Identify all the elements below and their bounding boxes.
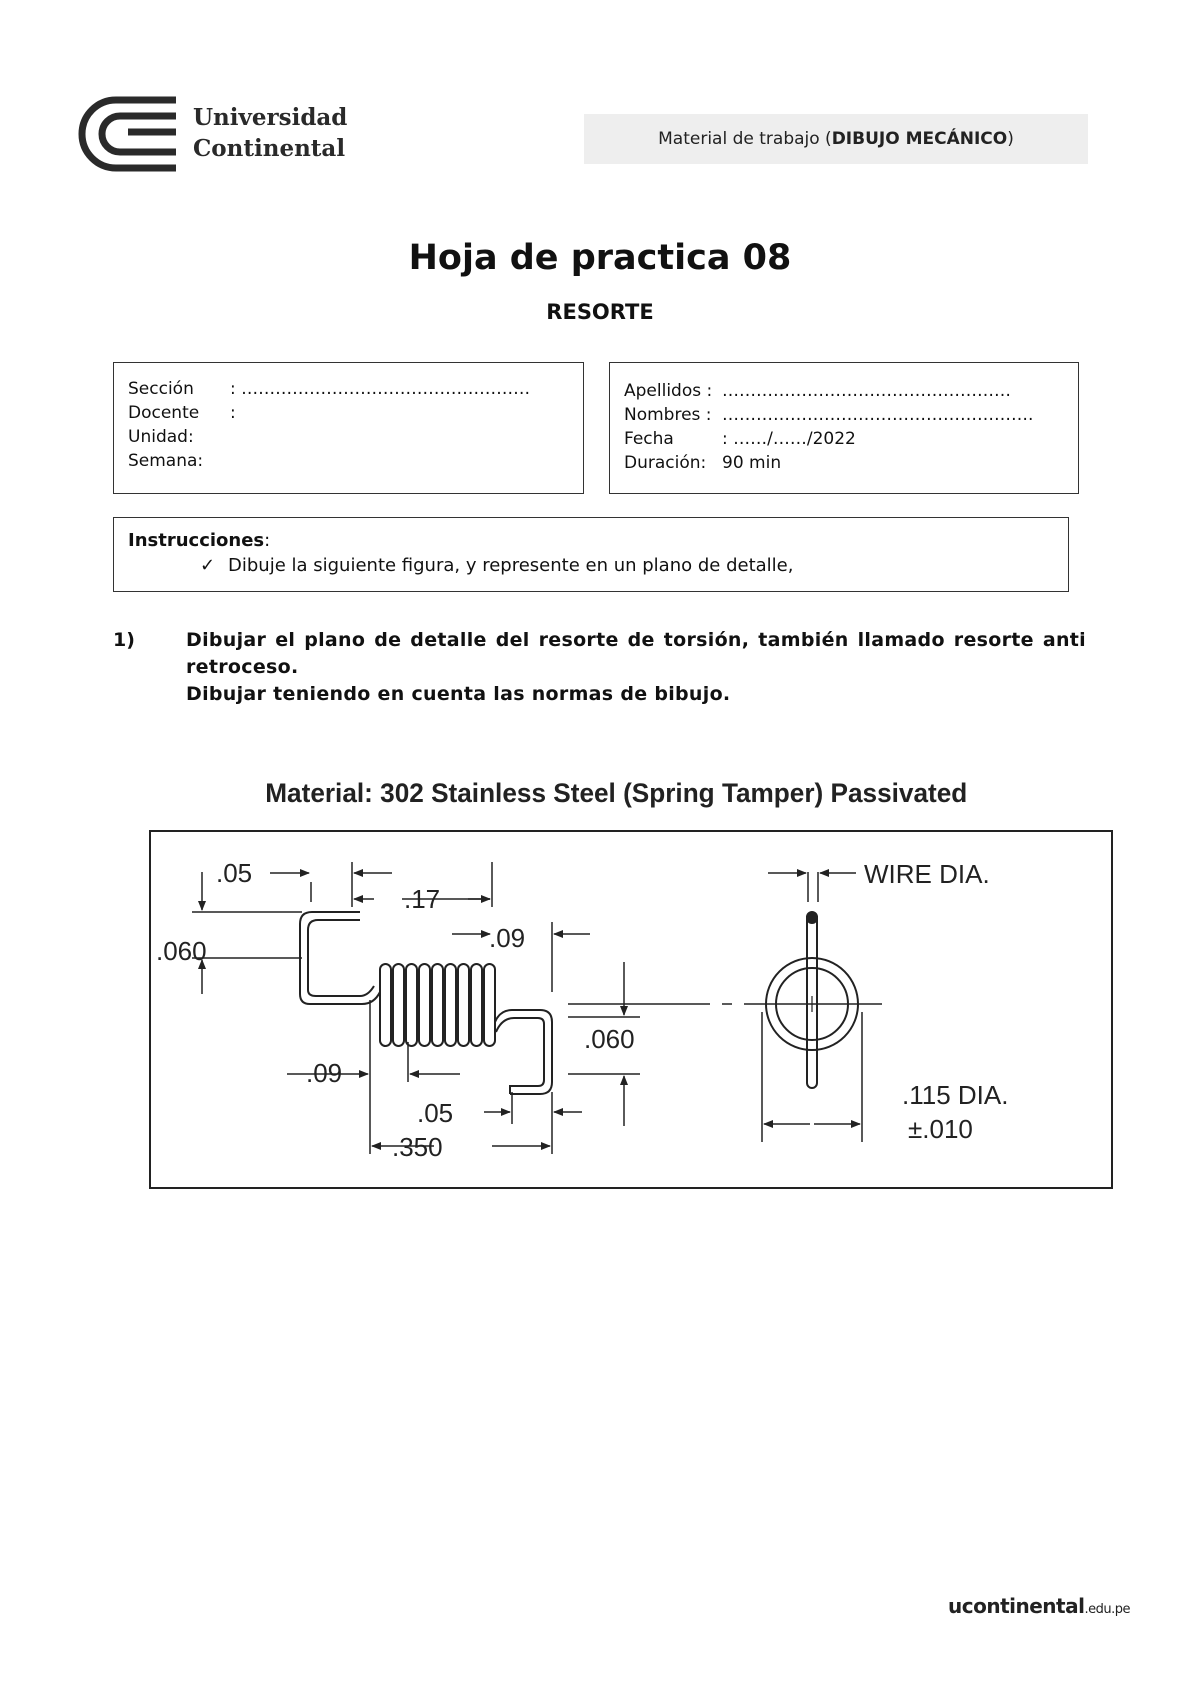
info-label: Sección	[128, 379, 194, 399]
dim-09-bottom: .09	[306, 1058, 343, 1088]
footer-brand-name: ucontinental	[948, 1594, 1085, 1618]
spring-coils	[380, 964, 495, 1046]
drawing-title: Material: 302 Stainless Steel (Spring Tamper) Passivated	[265, 777, 968, 809]
instruction-text: Dibuje la siguiente figura, y represente en un plano de detalle,	[228, 555, 794, 576]
info-row-duration	[624, 451, 1064, 475]
page-subtitle: RESORTE	[546, 300, 654, 324]
material-badge	[584, 114, 1088, 164]
university-name-line2: Continental	[193, 135, 346, 162]
badge-suffix: )	[1007, 129, 1014, 149]
info-label: Unidad:	[128, 427, 194, 447]
instructions-heading	[128, 530, 1054, 551]
info-value: : ……………………………………………	[230, 379, 531, 399]
badge-prefix: Material de trabajo (	[658, 129, 832, 149]
info-row-date	[624, 427, 1064, 451]
tolerance-label: ±.010	[908, 1114, 973, 1144]
info-row-week	[128, 449, 569, 473]
question-number: 1)	[113, 629, 135, 651]
spring-end-view	[766, 912, 858, 1088]
dim-09-top: .09	[489, 923, 526, 953]
page-title: Hoja de practica 08	[408, 238, 792, 278]
info-label: Fecha	[624, 429, 674, 449]
info-label: Semana:	[128, 451, 204, 471]
info-value: :	[230, 403, 236, 423]
footer-brand-domain: .edu.pe	[1084, 1602, 1130, 1617]
check-icon: ✓	[200, 555, 216, 576]
course-info-box	[113, 362, 584, 494]
dim-350: .350	[392, 1132, 443, 1162]
info-value: ……………………………………………….	[722, 405, 1034, 425]
info-row-section	[128, 377, 569, 401]
info-label: Docente	[128, 403, 200, 423]
question-line2: Dibujar teniendo en cuenta las normas de bibujo.	[186, 683, 731, 705]
info-label: Nombres :	[624, 405, 712, 425]
info-row-teacher	[128, 401, 569, 425]
info-row-surnames	[624, 379, 1064, 403]
info-label: Duración:	[624, 453, 707, 473]
info-value: ……………………………………………	[722, 381, 1011, 401]
info-row-names	[624, 403, 1064, 427]
question-body	[186, 627, 1086, 708]
dim-05-top: .05	[216, 858, 253, 888]
info-value: 90 min	[722, 453, 782, 473]
info-row-unit	[128, 425, 569, 449]
dim-060-left: .060	[156, 936, 207, 966]
footer-brand	[948, 1594, 1130, 1618]
dimension-labels	[156, 858, 1008, 1162]
instructions-box	[113, 517, 1069, 592]
question-line1: Dibujar el plano de detalle del resorte de torsión, también llamado resorte anti retroceso.	[186, 629, 1086, 678]
university-name	[193, 102, 347, 164]
dim-17: .17	[404, 884, 441, 914]
wire-dia-label: WIRE DIA.	[864, 859, 990, 889]
badge-subject: DIBUJO MECÁNICO	[831, 129, 1008, 149]
spring-drawing	[112, 762, 1128, 1198]
university-name-line1: Universidad	[193, 104, 348, 131]
info-label: Apellidos :	[624, 381, 713, 401]
instructions-heading-text: Instrucciones	[128, 530, 265, 551]
dim-05-bottom: .05	[417, 1098, 454, 1128]
instruction-item	[128, 555, 1054, 576]
info-value: : ……/……/2022	[722, 429, 856, 449]
dim-060-right: .060	[584, 1024, 635, 1054]
dia-115-label: .115 DIA.	[902, 1080, 1009, 1110]
dimension-lines	[192, 862, 882, 1154]
student-info-box	[609, 362, 1079, 494]
instructions-heading-colon: :	[264, 530, 271, 551]
question-1	[113, 627, 1086, 708]
